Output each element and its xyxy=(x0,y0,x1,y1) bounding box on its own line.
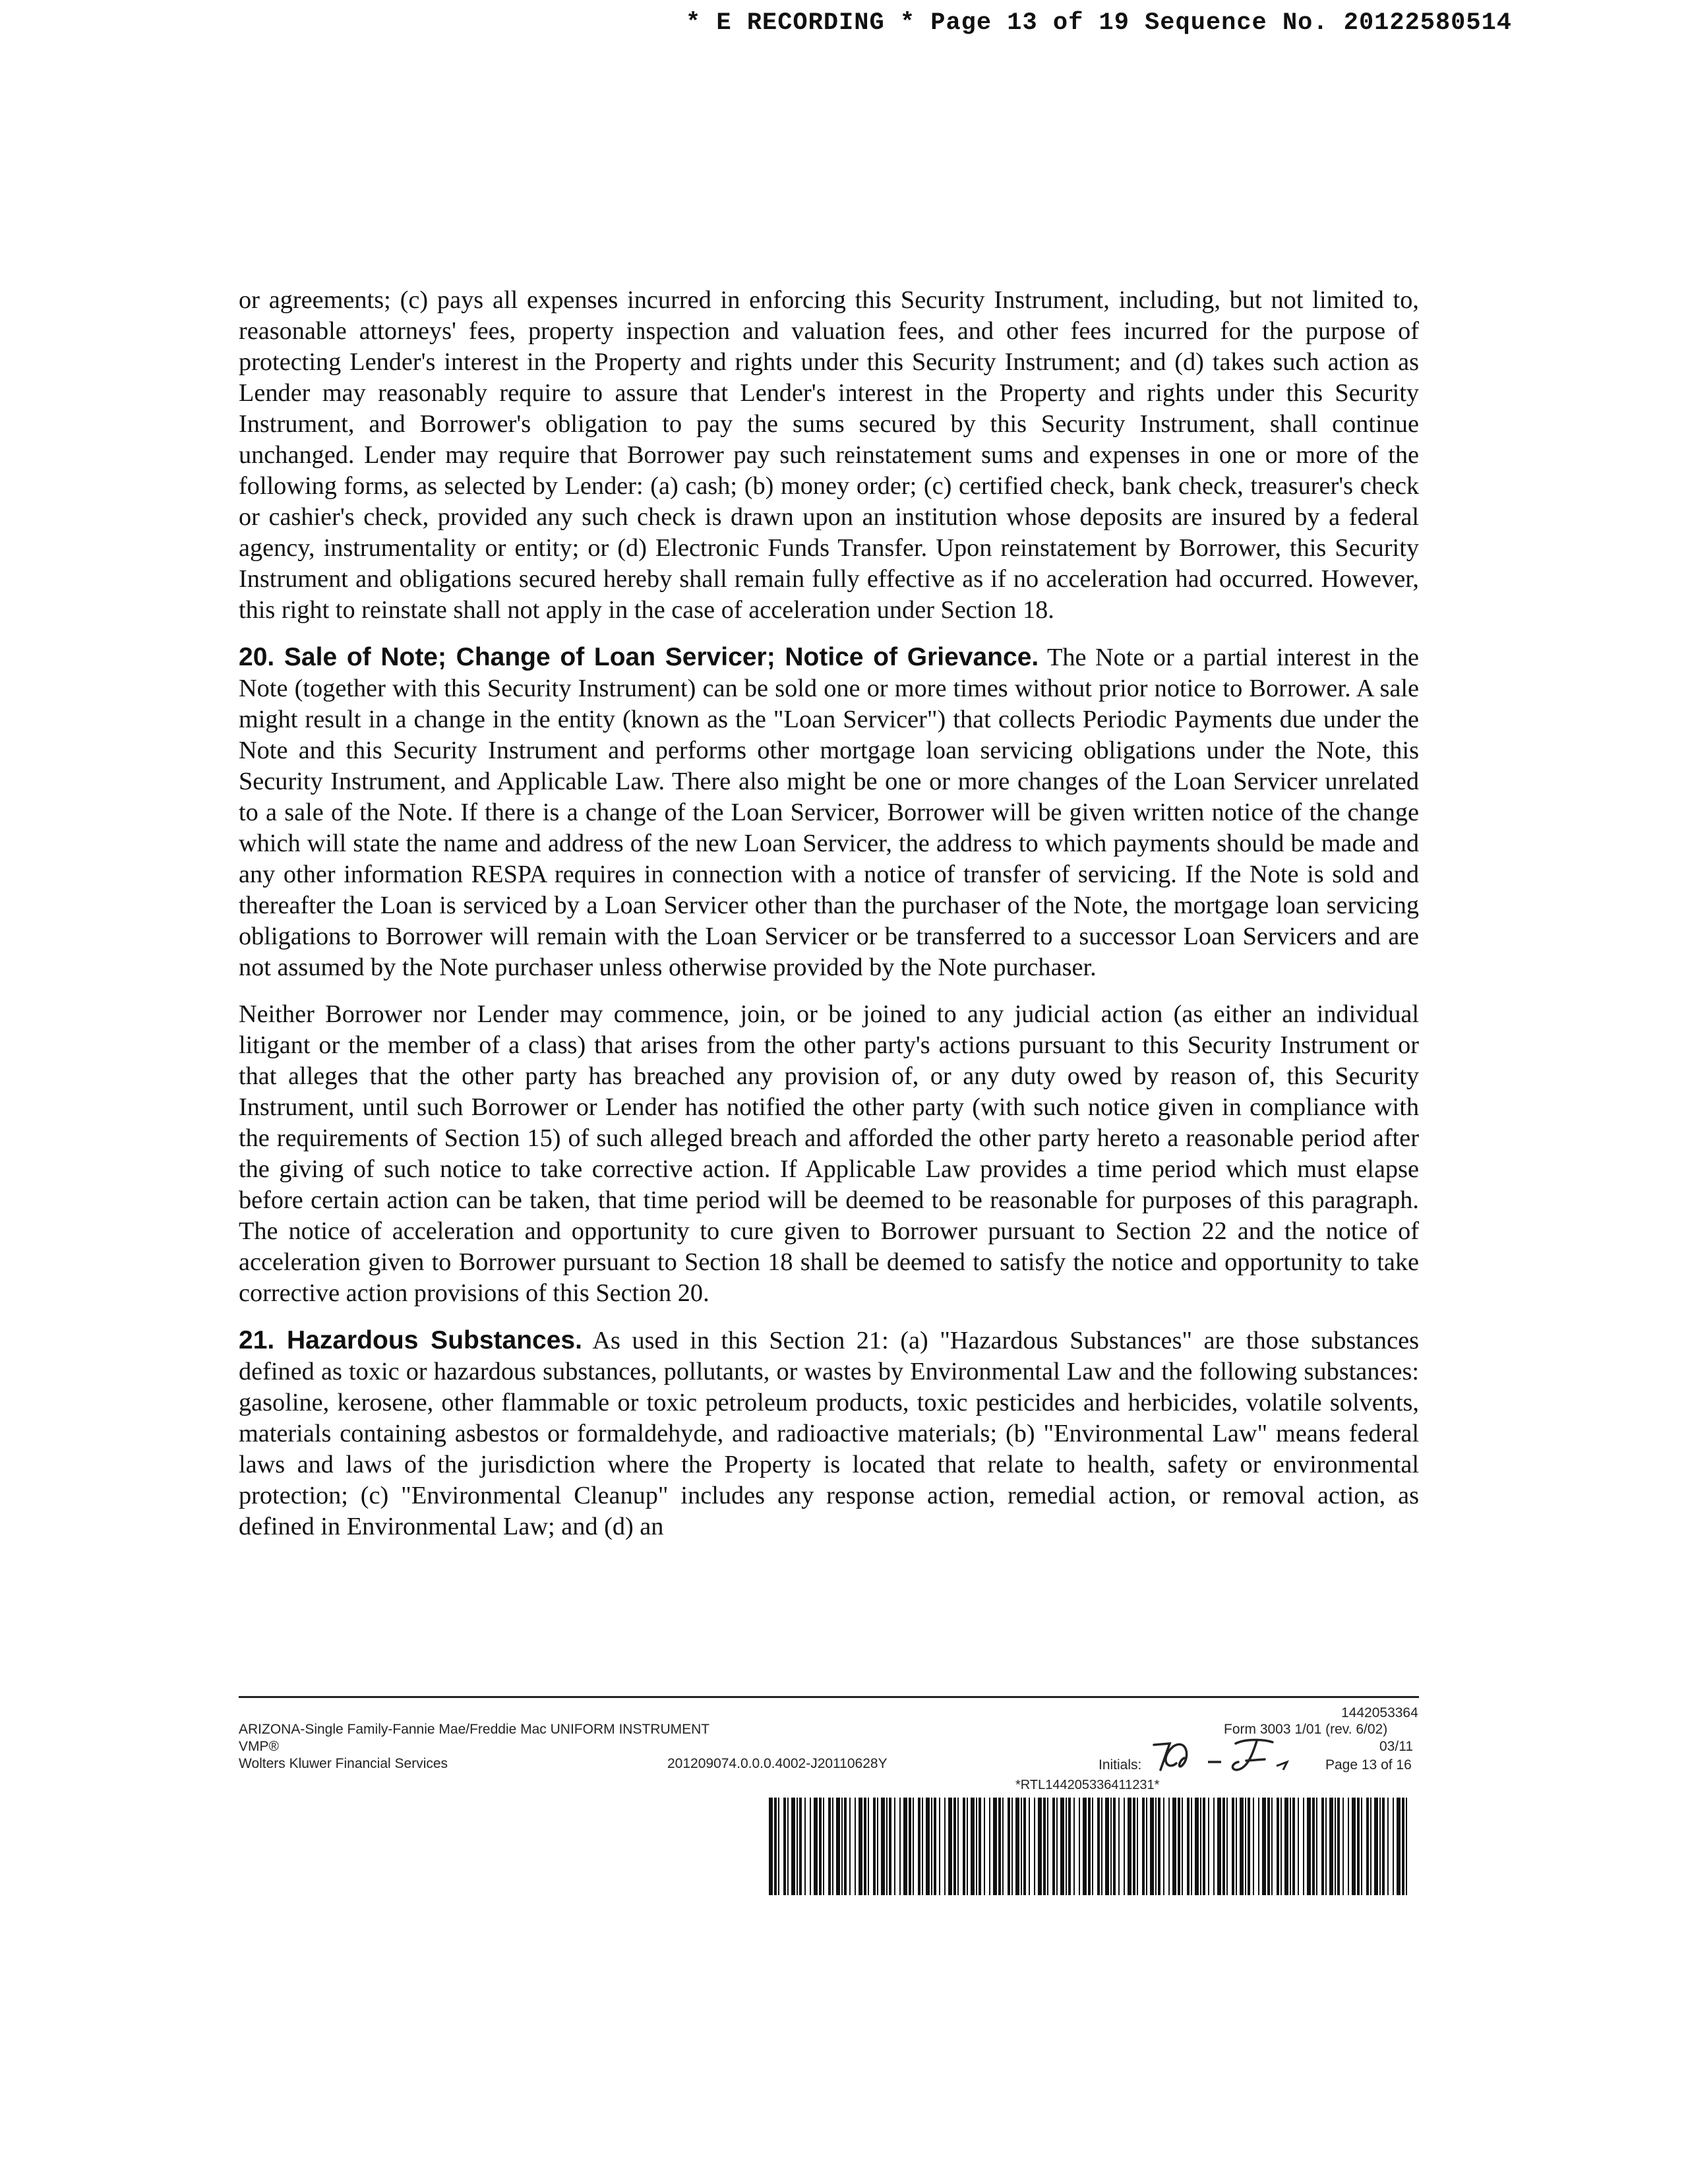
barcode-bar xyxy=(894,1798,895,1895)
barcode-bar xyxy=(859,1798,862,1895)
barcode-bar xyxy=(1374,1798,1378,1895)
barcode-bar xyxy=(939,1798,940,1895)
barcode-bar xyxy=(877,1798,878,1895)
barcode-bar xyxy=(1245,1798,1246,1895)
barcode-bar xyxy=(1118,1798,1120,1895)
reinstatement-paragraph: or agreements; (c) pays all expenses incurred in enforcing this Security Instrument, including, but not limited to, reasonable attorneys' fees, property inspection and valuation fees, and other fees incurred for the purpose of protecting Lender's interest in the Property and rights under this Security Instrument; and (d) takes such action as Lender may reasonably require to assure that Lender's interest in the Property and rights under this Security Instrument, and Borrower's obligation to pay the sums secured by this Security Instrument, shall continue unchanged. Lender may require that Borrower pay such reinstatement sums and expenses in one or more of the following forms, as selected by Lender: (a) cash; (b) money order; (c) certified check, bank check, treasurer's check or cashier's check, provided any such check is drawn upon an institution whose deposits are insured by a federal agency, instrumentality or entity; or (d) Electronic Funds Transfer. Upon reinstatement by Borrower, this Security Instrument and obligations secured hereby shall remain fully effective as if no acceleration had occurred. However, this right to reinstate shall not apply in the case of acceleration under Section 18. xyxy=(239,286,1419,624)
barcode-bar xyxy=(823,1798,824,1895)
barcode-bar xyxy=(1397,1798,1401,1895)
revision-date: 03/11 xyxy=(1379,1739,1413,1754)
barcode-bar xyxy=(957,1798,959,1895)
barcode-bar xyxy=(1248,1798,1250,1895)
barcode-bar xyxy=(1163,1798,1164,1895)
barcode-bar xyxy=(814,1798,818,1895)
barcode-bar xyxy=(1312,1798,1315,1895)
barcode-bar xyxy=(886,1798,888,1895)
barcode-bar xyxy=(998,1798,1001,1895)
barcode-bar xyxy=(903,1798,907,1895)
barcode-bar xyxy=(1203,1798,1205,1895)
barcode-bar xyxy=(873,1798,876,1895)
barcode-bar xyxy=(989,1798,990,1895)
barcode-bar xyxy=(1092,1798,1093,1895)
barcode-bar xyxy=(804,1798,806,1895)
barcode-bar xyxy=(1271,1798,1273,1895)
recording-header: * E RECORDING * Page 13 of 19 Sequence No. 20122580514 xyxy=(686,9,1512,37)
barcode-bar xyxy=(1034,1798,1035,1895)
barcode-bar xyxy=(1195,1798,1199,1895)
barcode-bar xyxy=(1298,1798,1299,1895)
barcode-bar xyxy=(971,1798,975,1895)
barcode-bar xyxy=(1379,1798,1381,1895)
barcode-bar xyxy=(918,1798,920,1895)
barcode-bar xyxy=(1083,1798,1087,1895)
barcode-bar xyxy=(1361,1798,1362,1895)
barcode-bar xyxy=(1105,1798,1109,1895)
barcode-bar xyxy=(810,1798,811,1895)
barcode-bar xyxy=(1066,1798,1067,1895)
barcode-bar xyxy=(819,1798,822,1895)
barcode-bar xyxy=(1097,1798,1100,1895)
barcode-bar xyxy=(1402,1798,1404,1895)
barcode-bar xyxy=(948,1798,952,1895)
barcode-bar xyxy=(953,1798,956,1895)
barcode-bar xyxy=(774,1798,777,1895)
barcode-bar xyxy=(1142,1798,1145,1895)
barcode-bar xyxy=(1337,1798,1340,1895)
barcode-bar xyxy=(984,1798,985,1895)
barcode-bar xyxy=(979,1798,981,1895)
barcode-bar xyxy=(828,1798,831,1895)
barcode-bar xyxy=(1240,1798,1244,1895)
barcode-bar xyxy=(1290,1798,1291,1895)
barcode-bar xyxy=(1168,1798,1170,1895)
barcode-bar xyxy=(1208,1798,1209,1895)
barcode-bar xyxy=(1406,1798,1407,1895)
barcode-bar xyxy=(1342,1798,1344,1895)
barcode-bar xyxy=(864,1798,866,1895)
barcode-bar xyxy=(931,1798,932,1895)
barcode-bar xyxy=(1370,1798,1372,1895)
section-20-text: The Note or a partial interest in the Note (together with this Security Instrument) can be sold one or more times without prior notice to Borrower. A sale might result in a change in the entity (known as the "Loan Servicer") that collects Periodic Payments due under the Note and this Security Instrument and performs other mortgage loan servicing obligations under the Note, this Security Instrument, and Applicable Law. There also might be one or more changes of the Loan Servicer unrelated to a sale of the Note. If there is a change of the Loan Servicer, Borrower will be given written notice of the change which will state the name and address of the new Loan Servicer, the address to which payments should be made and any other information RESPA requires in connection with a notice of transfer of servicing. If the Note is sold and thereafter the Loan is serviced by a Loan Servicer other than the purchaser of the Note, the mortgage loan servicing obligations to Borrower will remain with the Loan Servicer or be transferred to a successor Loan Servicers and are not assumed by the Note purchaser unless otherwise provided by the Note purchaser. xyxy=(239,644,1419,981)
barcode-bar xyxy=(1068,1798,1071,1895)
barcode-bar xyxy=(797,1798,798,1895)
barcode-bar xyxy=(1217,1798,1221,1895)
barcode-bar xyxy=(1047,1798,1048,1895)
barcode-bar xyxy=(791,1798,795,1895)
barcode-bar xyxy=(1335,1798,1336,1895)
barcode-bar xyxy=(1023,1798,1026,1895)
barcode-bar xyxy=(1113,1798,1116,1895)
barcode-bar xyxy=(1150,1798,1154,1895)
barcode-bar xyxy=(1133,1798,1135,1895)
barcode-bar xyxy=(1002,1798,1004,1895)
barcode-bar xyxy=(841,1798,843,1895)
barcode-bar xyxy=(1303,1798,1304,1895)
barcode-bar xyxy=(1137,1798,1138,1895)
barcode-bar xyxy=(1258,1798,1259,1895)
barcode-bar xyxy=(1038,1798,1042,1895)
barcode-bar xyxy=(1387,1798,1389,1895)
form-title: ARIZONA-Single Family-Fannie Mae/Freddie Mac UNIFORM INSTRUMENT xyxy=(239,1722,710,1737)
barcode-bar xyxy=(1101,1798,1102,1895)
barcode-bar xyxy=(832,1798,833,1895)
footer-divider xyxy=(239,1696,1419,1698)
barcode-bar xyxy=(1011,1798,1013,1895)
barcode-bar xyxy=(922,1798,923,1895)
barcode-bar xyxy=(1236,1798,1237,1895)
barcode-icon xyxy=(769,1798,1408,1895)
barcode-bar xyxy=(926,1798,930,1895)
barcode-bar xyxy=(1191,1798,1192,1895)
barcode-bar xyxy=(1253,1798,1254,1895)
barcode-bar xyxy=(967,1798,968,1895)
barcode-bar xyxy=(1213,1798,1215,1895)
barcode-bar xyxy=(1088,1798,1091,1895)
barcode-bar xyxy=(799,1798,802,1895)
barcode-bar xyxy=(934,1798,936,1895)
barcode-bar xyxy=(1226,1798,1228,1895)
barcode-bar xyxy=(1158,1798,1160,1895)
barcode-bar xyxy=(1052,1798,1055,1895)
barcode-bar xyxy=(1110,1798,1112,1895)
barcode-bar xyxy=(1056,1798,1058,1895)
barcode-bar xyxy=(1366,1798,1369,1895)
barcode-bar xyxy=(783,1798,786,1895)
barcode-bar xyxy=(769,1798,773,1895)
barcode-bar xyxy=(1348,1798,1349,1895)
barcode-bar xyxy=(1187,1798,1190,1895)
barcode-bar xyxy=(1073,1798,1075,1895)
barcode-bar xyxy=(1262,1798,1266,1895)
barcode-bar xyxy=(836,1798,840,1895)
section-21-paragraph xyxy=(239,1325,1419,1542)
barcode-bar xyxy=(1155,1798,1157,1895)
section-20-heading: 20. Sale of Note; Change of Loan Servicer; Notice of Grievance. xyxy=(239,643,1039,671)
document-body xyxy=(239,285,1419,1558)
barcode-bar xyxy=(1222,1798,1225,1895)
barcode-bar xyxy=(1079,1798,1080,1895)
barcode-bar xyxy=(881,1798,885,1895)
judicial-action-paragraph: Neither Borrower nor Lender may commence, join, or be joined to any judicial action (as either an individual litigant or the member of a class) that arises from the other party's actions pursuant to this Security Instrument or that alleges that the other party has breached any provision of, or any duty owed by reason of, this Security Instrument, until such Borrower or Lender has notified the other party (with such notice given in compliance with the requirements of Section 15) of such alleged breach and afforded the other party hereto a reasonable period after the giving of such notice to take corrective action. If Applicable Law provides a time period which must elapse before certain action can be taken, that time period will be deemed to be reasonable for purposes of this paragraph. The notice of acceleration and opportunity to cure given to Borrower pursuant to Section 22 and the notice of acceleration given to Borrower pursuant to Section 18 shall be deemed to satisfy the notice and opportunity to take corrective action provisions of this Section 20. xyxy=(239,1000,1419,1307)
barcode-bar xyxy=(787,1798,789,1895)
section-21-heading: 21. Hazardous Substances. xyxy=(239,1326,582,1354)
barcode-bar xyxy=(944,1798,946,1895)
barcode-bar xyxy=(1015,1798,1019,1895)
barcode-bar xyxy=(1284,1798,1288,1895)
barcode-bar xyxy=(1182,1798,1183,1895)
barcode-bar xyxy=(963,1798,965,1895)
page-number: Page 13 of 16 xyxy=(1325,1757,1412,1773)
barcode-bar xyxy=(1329,1798,1333,1895)
barcode-bar xyxy=(889,1798,891,1895)
section-20-paragraph xyxy=(239,642,1419,983)
barcode-bar xyxy=(868,1798,869,1895)
barcode-bar xyxy=(913,1798,914,1895)
initials-signature-icon xyxy=(1147,1732,1319,1779)
barcode-bar xyxy=(855,1798,856,1895)
barcode-bar xyxy=(849,1798,851,1895)
loan-number: 1442053364 xyxy=(1341,1705,1418,1720)
barcode-bar xyxy=(1060,1798,1064,1895)
barcode-bar xyxy=(1232,1798,1234,1895)
barcode-bar xyxy=(1043,1798,1046,1895)
barcode-bar xyxy=(1172,1798,1176,1895)
barcode-bar xyxy=(1124,1798,1125,1895)
barcode-bar xyxy=(1281,1798,1282,1895)
barcode-bar xyxy=(1178,1798,1180,1895)
barcode-bar xyxy=(1021,1798,1022,1895)
barcode-bar xyxy=(909,1798,911,1895)
barcode-bar xyxy=(1200,1798,1201,1895)
barcode-bar xyxy=(844,1798,847,1895)
barcode-bar xyxy=(899,1798,901,1895)
barcode-bar xyxy=(1393,1798,1394,1895)
barcode-bar xyxy=(1321,1798,1324,1895)
document-code: 201209074.0.0.0.4002-J20110628Y xyxy=(667,1756,888,1771)
barcode-bar xyxy=(778,1798,779,1895)
barcode-bar xyxy=(1307,1798,1311,1895)
barcode-text: *RTL144205336411231* xyxy=(1015,1778,1160,1792)
initials-label: Initials: xyxy=(1099,1757,1142,1773)
publisher: Wolters Kluwer Financial Services xyxy=(239,1756,448,1771)
barcode-bar xyxy=(1357,1798,1360,1895)
barcode-bar xyxy=(1292,1798,1295,1895)
barcode-bar xyxy=(1352,1798,1356,1895)
barcode-bar xyxy=(1267,1798,1270,1895)
barcode-bar xyxy=(1146,1798,1147,1895)
barcode-bar xyxy=(1277,1798,1279,1895)
barcode-bar xyxy=(1325,1798,1327,1895)
form-number: Form 3003 1/01 (rev. 6/02) xyxy=(1224,1722,1388,1737)
barcode-bar xyxy=(976,1798,977,1895)
barcode-bar xyxy=(1382,1798,1385,1895)
barcode-bar xyxy=(993,1798,997,1895)
barcode-bar xyxy=(1008,1798,1010,1895)
vmp-mark: VMP® xyxy=(239,1739,279,1754)
barcode-bar xyxy=(1029,1798,1030,1895)
barcode-bar xyxy=(1316,1798,1317,1895)
section-21-text: As used in this Section 21: (a) "Hazardous Substances" are those substances defined as toxic or hazardous substances, pollutants, or wastes by Environmental Law and the following substances: gasoline, kerosene, other flammable or toxic petroleum products, toxic pesticides and herbicides, volatile solvents, materials containing asbestos or formaldehyde, and radioactive materials; (b) "Environmental Law" means federal laws and laws of the jurisdiction where the Property is located that relate to health, safety or environmental protection; (c) "Environmental Cleanup" includes any response action, remedial action, or removal action, as defined in Environmental Law; and (d) an xyxy=(239,1327,1419,1540)
barcode-bar xyxy=(1128,1798,1131,1895)
